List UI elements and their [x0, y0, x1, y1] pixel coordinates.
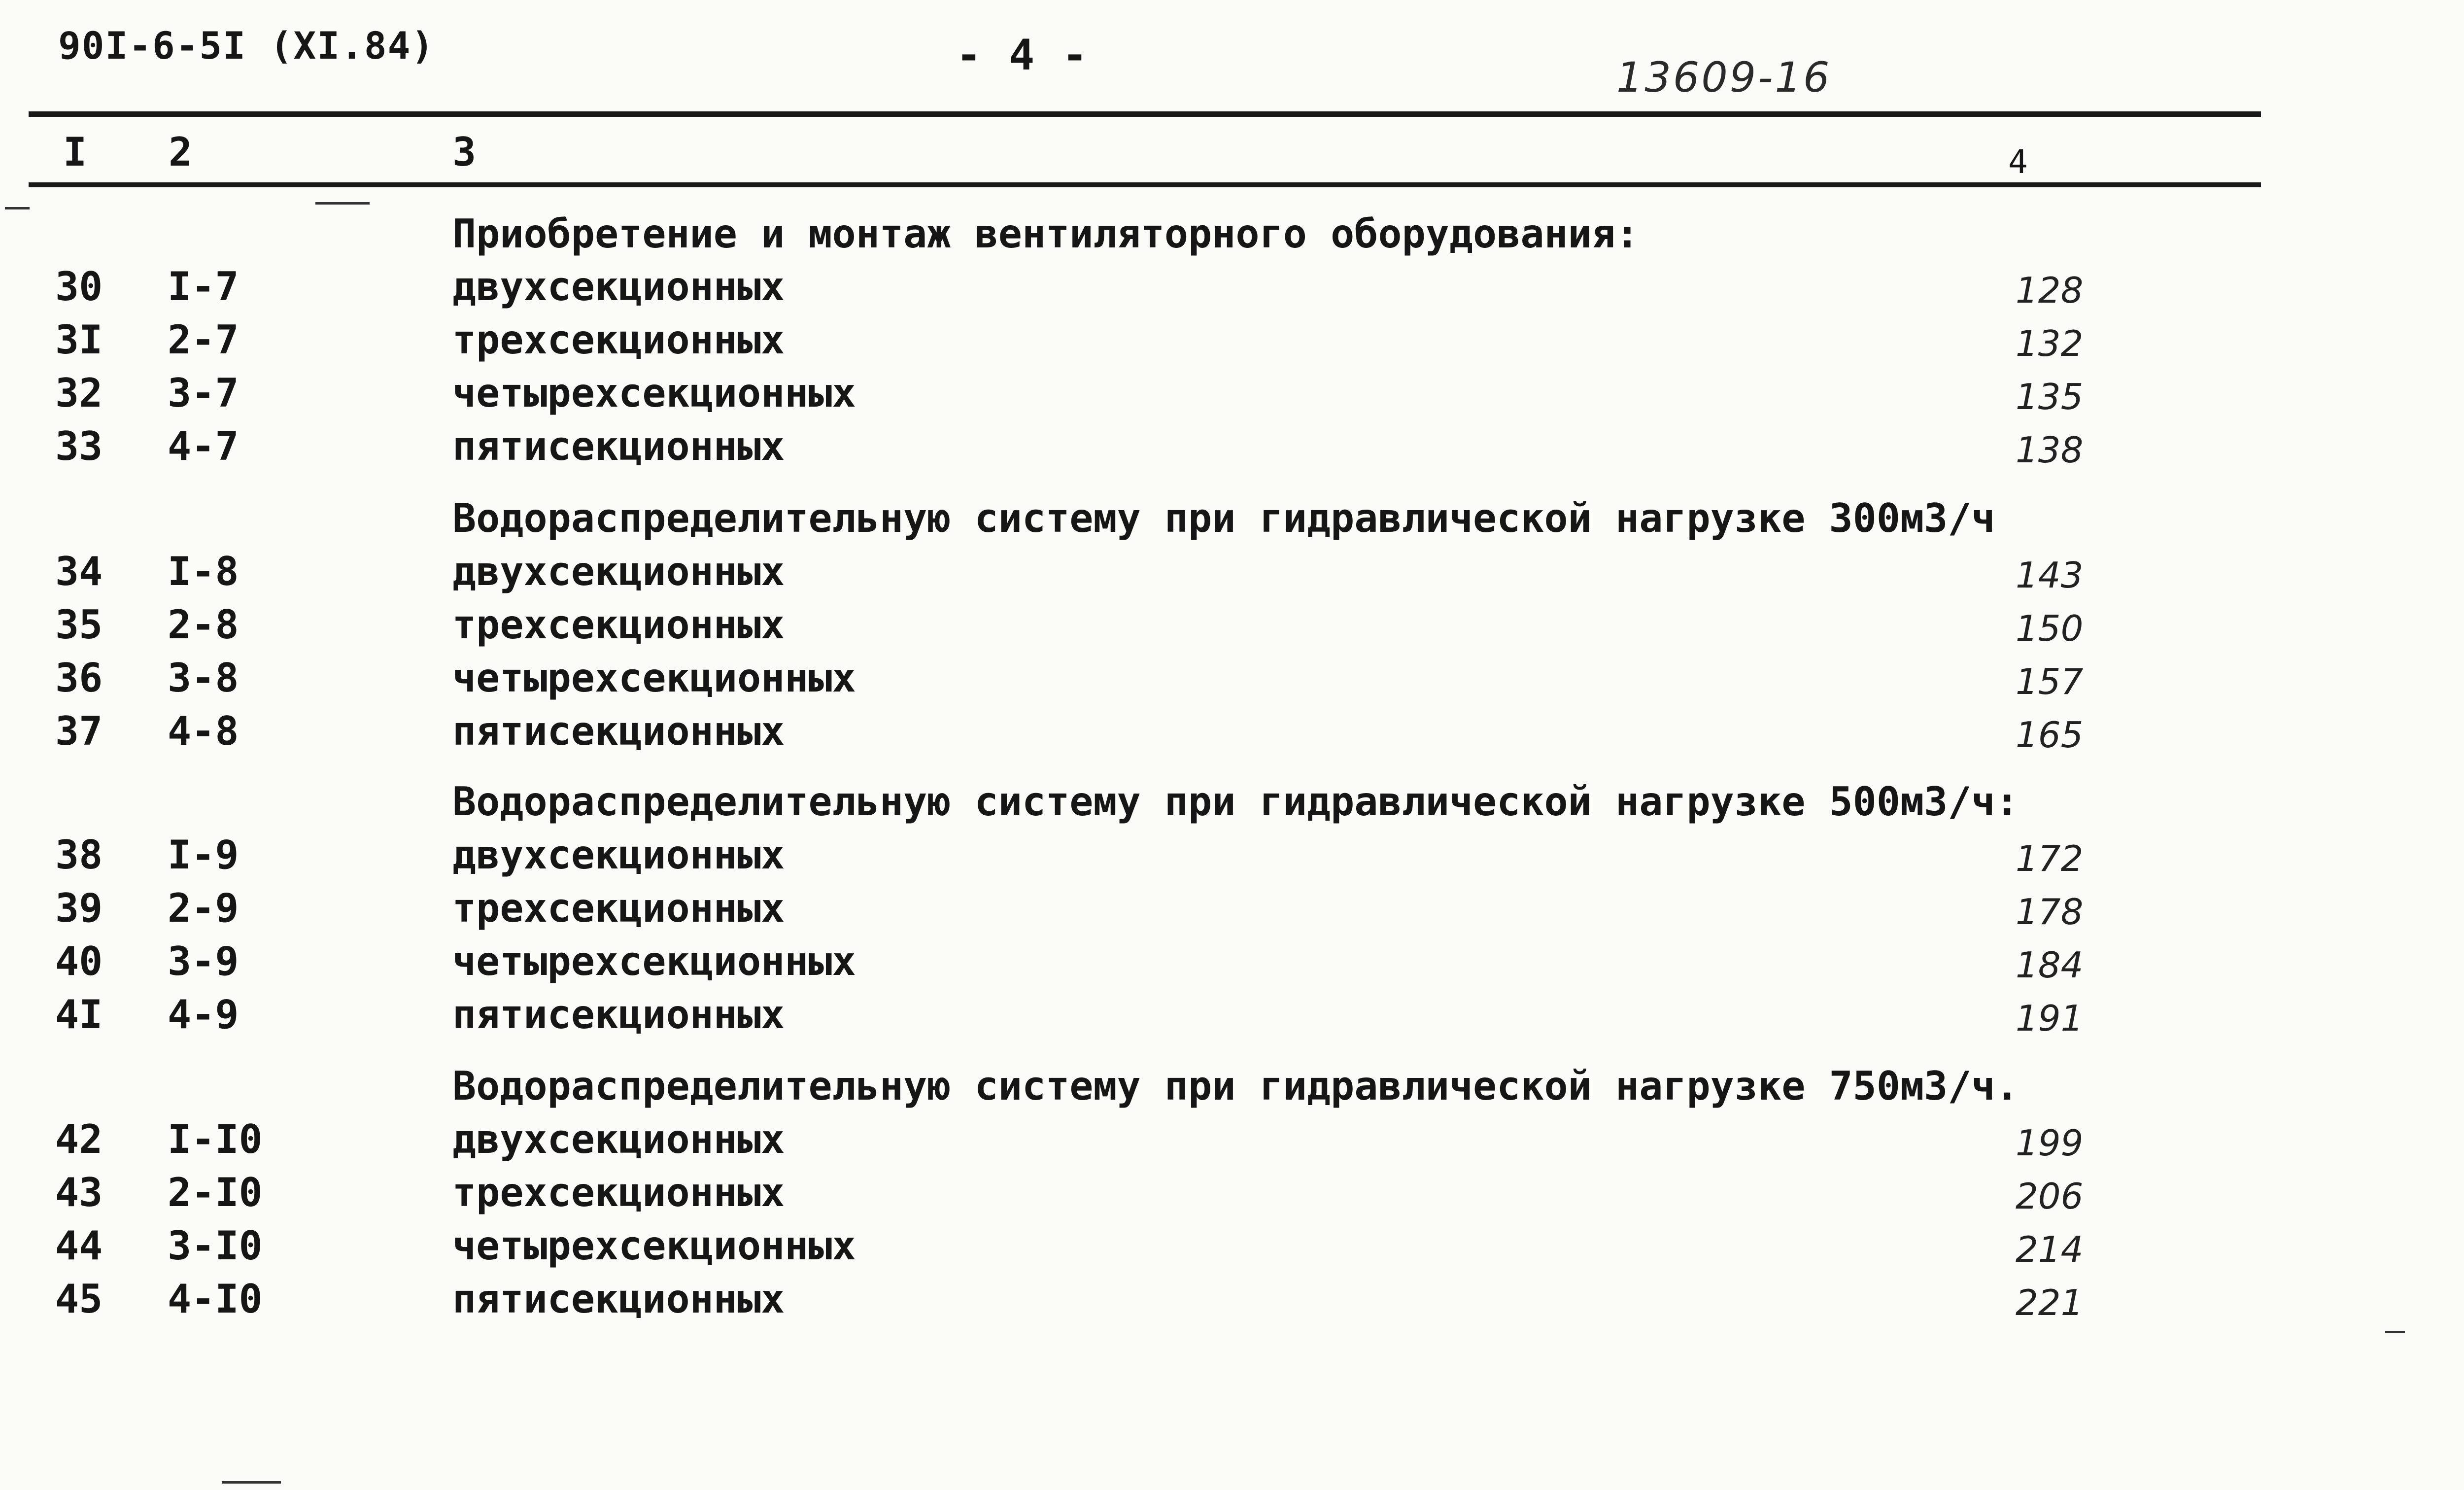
- row-value: 199: [2016, 1122, 2084, 1164]
- row-code: I-7: [168, 264, 239, 310]
- row-name: трехсекционных: [452, 885, 785, 931]
- row-name: четырехсекционных: [452, 655, 856, 701]
- row-name: трехсекционных: [452, 602, 785, 648]
- row-number: 43: [55, 1170, 103, 1215]
- page-number: - 4 -: [956, 31, 1089, 80]
- row-value: 128: [2016, 270, 2084, 311]
- table-row: [0, 264, 2464, 313]
- row-number: 34: [55, 549, 103, 594]
- row-value: 172: [2016, 838, 2084, 879]
- row-code: 2-9: [168, 885, 239, 931]
- row-number: 36: [55, 655, 103, 701]
- row-value: 138: [2016, 429, 2084, 471]
- row-value: 184: [2016, 944, 2084, 986]
- row-name: четырехсекционных: [452, 938, 856, 984]
- row-name: двухсекционных: [452, 1116, 785, 1162]
- table-row: [0, 1223, 2464, 1272]
- row-value: 132: [2016, 323, 2084, 364]
- row-code: 4-7: [168, 423, 239, 469]
- row-value: 135: [2016, 376, 2084, 417]
- column-header-3: 3: [452, 129, 477, 175]
- header-rule-top: [29, 111, 2261, 117]
- row-number: 3I: [55, 317, 103, 363]
- row-name: пятисекционных: [452, 992, 785, 1038]
- document-code: 90I-6-5I (XI.84): [58, 24, 435, 68]
- row-number: 45: [55, 1276, 103, 1322]
- row-number: 40: [55, 938, 103, 984]
- row-number: 37: [55, 708, 103, 754]
- row-value: 214: [2016, 1229, 2084, 1270]
- section-title: Водораспределительную систему при гидравлической нагрузке 500м3/ч:: [452, 779, 2019, 825]
- scan-mark: [315, 202, 370, 205]
- section-title: Водораспределительную систему при гидравлической нагрузке 750м3/ч.: [452, 1063, 2019, 1109]
- table-row: [0, 832, 2464, 881]
- row-code: 4-I0: [168, 1276, 263, 1322]
- row-code: I-I0: [168, 1116, 263, 1162]
- row-value: 150: [2016, 608, 2084, 649]
- row-number: 38: [55, 832, 103, 878]
- row-value: 221: [2016, 1282, 2084, 1323]
- row-value: 143: [2016, 554, 2084, 596]
- row-code: 3-I0: [168, 1223, 263, 1269]
- row-name: трехсекционных: [452, 1170, 785, 1215]
- column-header-4: 4: [2008, 143, 2028, 181]
- scan-mark: [5, 207, 30, 209]
- row-value: 178: [2016, 891, 2084, 933]
- table-row: [0, 317, 2464, 366]
- table-row: [0, 602, 2464, 651]
- handwritten-code: 13609-16: [1616, 53, 1832, 102]
- row-number: 35: [55, 602, 103, 648]
- table-row: [0, 885, 2464, 935]
- row-number: 30: [55, 264, 103, 310]
- row-name: двухсекционных: [452, 549, 785, 594]
- row-value: 157: [2016, 661, 2084, 702]
- header-rule-bottom: [29, 182, 2261, 187]
- row-value: 165: [2016, 714, 2084, 756]
- row-number: 42: [55, 1116, 103, 1162]
- row-name: двухсекционных: [452, 832, 785, 878]
- row-code: 4-9: [168, 992, 239, 1038]
- table-row: [0, 708, 2464, 758]
- row-number: 32: [55, 370, 103, 416]
- row-number: 4I: [55, 992, 103, 1038]
- table-row: [0, 549, 2464, 598]
- row-name: пятисекционных: [452, 708, 785, 754]
- table-row: [0, 423, 2464, 473]
- column-header-2: 2: [169, 129, 193, 175]
- table-row: [0, 370, 2464, 419]
- row-code: 3-9: [168, 938, 239, 984]
- table-row: [0, 655, 2464, 704]
- table-row: [0, 1170, 2464, 1219]
- row-name: двухсекционных: [452, 264, 785, 310]
- table-row: [0, 992, 2464, 1041]
- row-value: 206: [2016, 1176, 2084, 1217]
- row-number: 33: [55, 423, 103, 469]
- row-code: 3-8: [168, 655, 239, 701]
- row-name: трехсекционных: [452, 317, 785, 363]
- scan-mark: [222, 1481, 281, 1484]
- row-number: 39: [55, 885, 103, 931]
- table-row: [0, 1276, 2464, 1325]
- row-code: I-8: [168, 549, 239, 594]
- row-name: четырехсекционных: [452, 370, 856, 416]
- row-number: 44: [55, 1223, 103, 1269]
- row-code: I-9: [168, 832, 239, 878]
- row-code: 4-8: [168, 708, 239, 754]
- column-header-1: I: [63, 129, 87, 175]
- row-value: 191: [2016, 998, 2084, 1039]
- table-row: [0, 938, 2464, 988]
- section-title: Приобретение и монтаж вентиляторного оборудования:: [452, 211, 1640, 257]
- table-row: [0, 1116, 2464, 1166]
- row-code: 2-8: [168, 602, 239, 648]
- section-title: Водораспределительную систему при гидравлической нагрузке 300м3/ч: [452, 495, 1995, 541]
- row-code: 2-7: [168, 317, 239, 363]
- row-code: 2-I0: [168, 1170, 263, 1215]
- row-name: пятисекционных: [452, 423, 785, 469]
- row-code: 3-7: [168, 370, 239, 416]
- scan-mark: [2385, 1331, 2405, 1333]
- row-name: четырехсекционных: [452, 1223, 856, 1269]
- row-name: пятисекционных: [452, 1276, 785, 1322]
